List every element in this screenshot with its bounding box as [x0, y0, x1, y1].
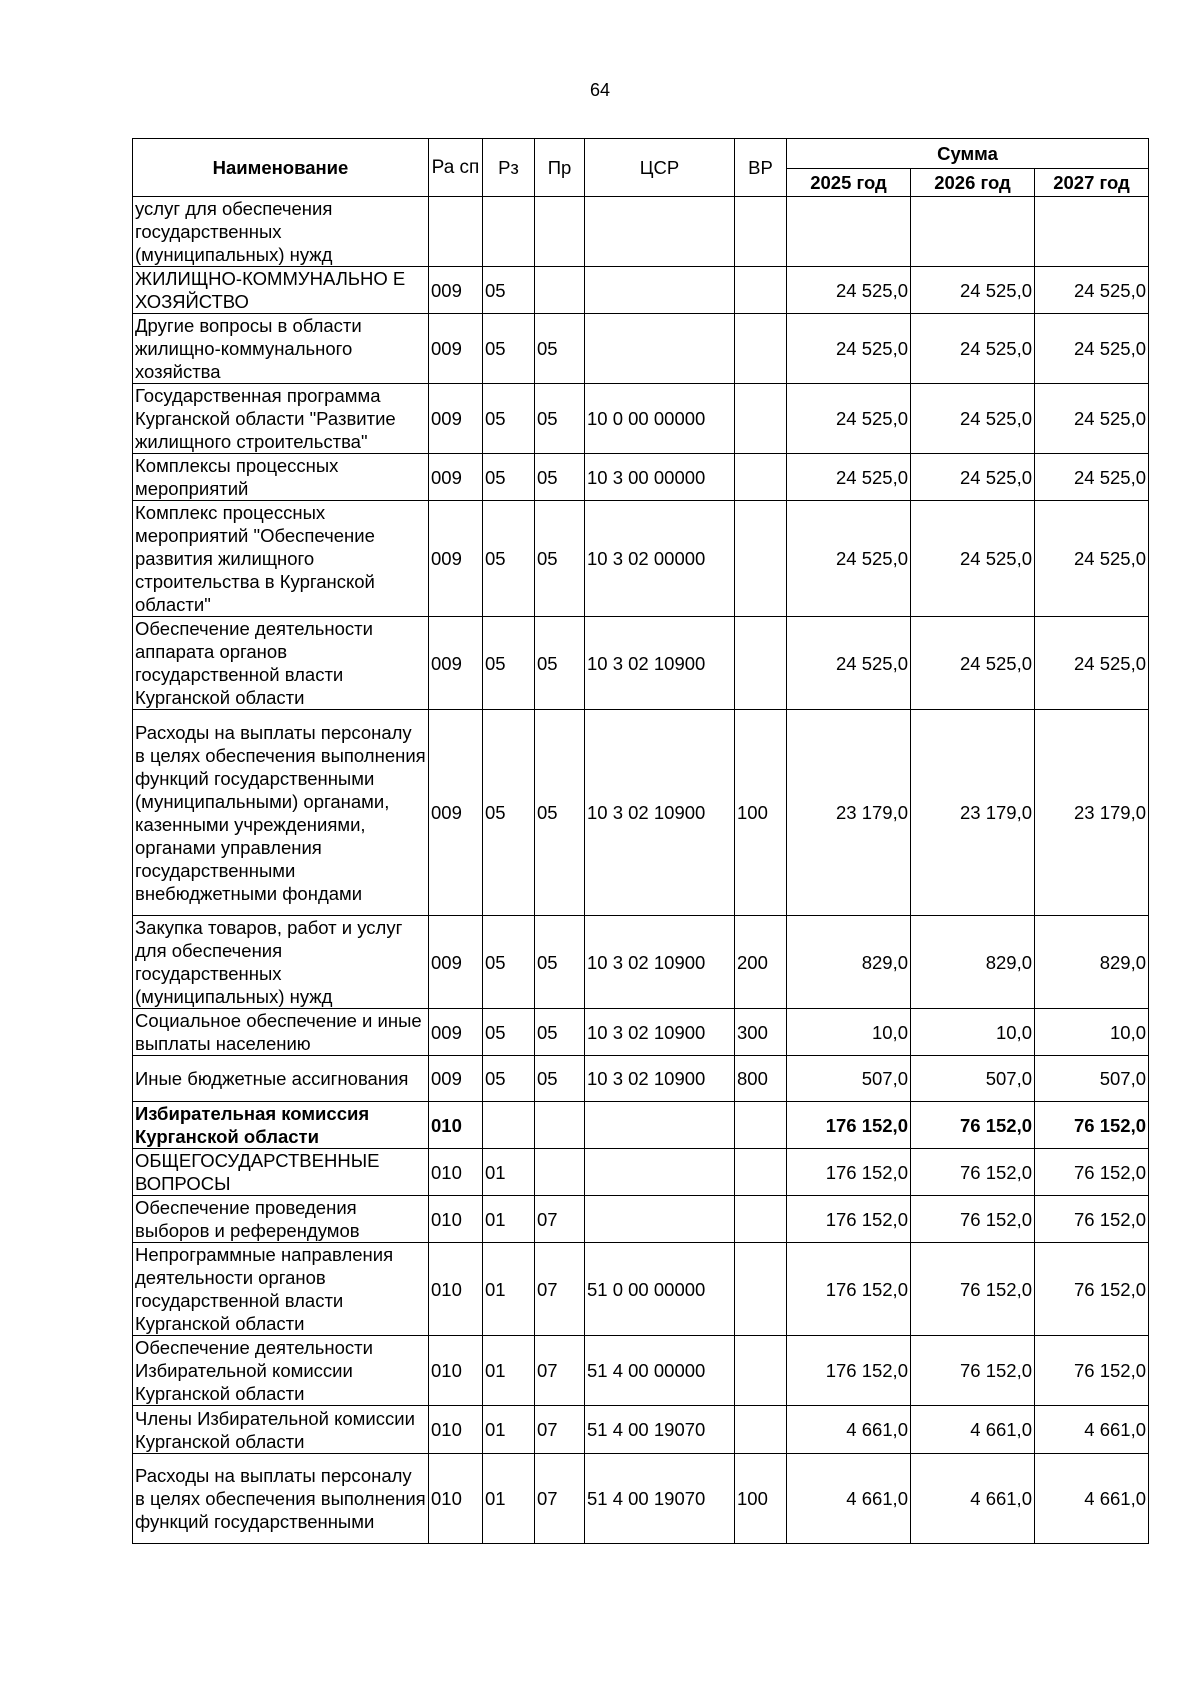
- cell-vr: [735, 454, 787, 501]
- cell-pr: 05: [535, 384, 585, 454]
- cell-pr: [535, 1102, 585, 1149]
- cell-csr: [585, 267, 735, 314]
- page-number: 64: [589, 80, 611, 100]
- cell-csr: [585, 197, 735, 267]
- table-row: [133, 710, 1149, 916]
- header-vr: ВР: [735, 139, 787, 197]
- cell-csr: 10 3 02 10900: [585, 617, 735, 710]
- cell-vr: [735, 1243, 787, 1336]
- cell-rasp: 009: [429, 384, 483, 454]
- cell-rasp: [429, 197, 483, 267]
- cell-pr: 05: [535, 710, 585, 916]
- cell-2025: 507,0: [787, 1056, 911, 1102]
- cell-csr: 10 3 02 10900: [585, 1056, 735, 1102]
- cell-2027: 76 152,0: [1035, 1196, 1149, 1243]
- header-year-2026: 2026 год: [911, 169, 1035, 197]
- cell-2027: 4 661,0: [1035, 1406, 1149, 1454]
- header-year-2027: 2027 год: [1035, 169, 1149, 197]
- table-row: [133, 1243, 1149, 1336]
- cell-name: Комплексы процессных мероприятий: [133, 454, 429, 501]
- cell-csr: 10 3 02 10900: [585, 916, 735, 1009]
- cell-vr: [735, 267, 787, 314]
- cell-pr: 07: [535, 1454, 585, 1544]
- cell-vr: [735, 501, 787, 617]
- cell-2027: 10,0: [1035, 1009, 1149, 1056]
- budget-table: [132, 138, 1149, 1544]
- cell-rz: [483, 1102, 535, 1149]
- cell-2025: 176 152,0: [787, 1243, 911, 1336]
- cell-pr: 07: [535, 1196, 585, 1243]
- cell-2027: 76 152,0: [1035, 1102, 1149, 1149]
- table-row: [133, 197, 1149, 267]
- table-row: [133, 916, 1149, 1009]
- table-row: [133, 1009, 1149, 1056]
- cell-rasp: 009: [429, 314, 483, 384]
- cell-rasp: 009: [429, 916, 483, 1009]
- cell-2026: 10,0: [911, 1009, 1035, 1056]
- cell-2027: 24 525,0: [1035, 617, 1149, 710]
- cell-vr: [735, 1102, 787, 1149]
- cell-name: Обеспечение деятельности Избирательной комиссии Курганской области: [133, 1336, 429, 1406]
- table-row: [133, 314, 1149, 384]
- cell-2025: 829,0: [787, 916, 911, 1009]
- cell-2025: 176 152,0: [787, 1336, 911, 1406]
- cell-rasp: 010: [429, 1149, 483, 1196]
- cell-2025: 23 179,0: [787, 710, 911, 916]
- cell-name: ЖИЛИЩНО-КОММУНАЛЬНО Е ХОЗЯЙСТВО: [133, 267, 429, 314]
- cell-vr: [735, 1406, 787, 1454]
- cell-pr: 05: [535, 916, 585, 1009]
- cell-2027: 76 152,0: [1035, 1149, 1149, 1196]
- cell-2025: 24 525,0: [787, 454, 911, 501]
- cell-rasp: 010: [429, 1336, 483, 1406]
- table-row: [133, 1102, 1149, 1149]
- table-header: [133, 139, 1149, 197]
- cell-csr: [585, 1149, 735, 1196]
- cell-2027: 24 525,0: [1035, 501, 1149, 617]
- table-row: [133, 1406, 1149, 1454]
- cell-2026: 76 152,0: [911, 1196, 1035, 1243]
- cell-csr: 51 4 00 19070: [585, 1454, 735, 1544]
- cell-2026: 4 661,0: [911, 1454, 1035, 1544]
- table-row: [133, 1149, 1149, 1196]
- cell-rz: 01: [483, 1149, 535, 1196]
- cell-name: Расходы на выплаты персоналу в целях обеспечения выполнения функций государственными (муниципальными) органами, казенными учреждениями, органами управления государственными внебюджетными фондами: [133, 710, 429, 916]
- cell-csr: 51 4 00 00000: [585, 1336, 735, 1406]
- header-sum: Сумма: [787, 139, 1149, 169]
- cell-2025: 176 152,0: [787, 1149, 911, 1196]
- cell-vr: 100: [735, 1454, 787, 1544]
- header-csr: ЦСР: [585, 139, 735, 197]
- cell-vr: [735, 1196, 787, 1243]
- cell-2026: 24 525,0: [911, 501, 1035, 617]
- cell-vr: 800: [735, 1056, 787, 1102]
- cell-pr: 05: [535, 1009, 585, 1056]
- cell-2027: 24 525,0: [1035, 267, 1149, 314]
- cell-rz: 05: [483, 267, 535, 314]
- cell-csr: 10 3 00 00000: [585, 454, 735, 501]
- cell-2027: 24 525,0: [1035, 454, 1149, 501]
- cell-csr: 10 3 02 00000: [585, 501, 735, 617]
- cell-2026: 76 152,0: [911, 1336, 1035, 1406]
- cell-rasp: 009: [429, 454, 483, 501]
- cell-rasp: 009: [429, 501, 483, 617]
- table-row: [133, 454, 1149, 501]
- header-rasp: [429, 139, 483, 197]
- cell-vr: [735, 1149, 787, 1196]
- cell-csr: 51 0 00 00000: [585, 1243, 735, 1336]
- cell-2026: 76 152,0: [911, 1243, 1035, 1336]
- cell-2026: 507,0: [911, 1056, 1035, 1102]
- cell-name: Обеспечение деятельности аппарата органов государственной власти Курганской области: [133, 617, 429, 710]
- header-rz: Рз: [483, 139, 535, 197]
- cell-pr: 07: [535, 1336, 585, 1406]
- cell-2027: 24 525,0: [1035, 314, 1149, 384]
- cell-rz: 05: [483, 314, 535, 384]
- cell-name: Расходы на выплаты персоналу в целях обеспечения выполнения функций государственными: [133, 1454, 429, 1544]
- cell-name: Государственная программа Курганской области "Развитие жилищного строительства": [133, 384, 429, 454]
- cell-rasp: 009: [429, 1056, 483, 1102]
- cell-rasp: 010: [429, 1196, 483, 1243]
- cell-rasp: 010: [429, 1102, 483, 1149]
- cell-name: Закупка товаров, работ и услуг для обеспечения государственных (муниципальных) нужд: [133, 916, 429, 1009]
- cell-rz: 05: [483, 501, 535, 617]
- cell-2025: 10,0: [787, 1009, 911, 1056]
- cell-2025: 24 525,0: [787, 617, 911, 710]
- cell-name: Избирательная комиссия Курганской области: [133, 1102, 429, 1149]
- cell-2025: 176 152,0: [787, 1196, 911, 1243]
- cell-rasp: 010: [429, 1243, 483, 1336]
- cell-rz: 05: [483, 617, 535, 710]
- cell-vr: [735, 1336, 787, 1406]
- cell-rz: 05: [483, 384, 535, 454]
- cell-rz: 01: [483, 1243, 535, 1336]
- cell-pr: 05: [535, 617, 585, 710]
- cell-2025: 24 525,0: [787, 501, 911, 617]
- cell-2026: 76 152,0: [911, 1149, 1035, 1196]
- cell-pr: [535, 1149, 585, 1196]
- cell-rz: 05: [483, 454, 535, 501]
- table-row: [133, 1196, 1149, 1243]
- cell-vr: 200: [735, 916, 787, 1009]
- cell-pr: 05: [535, 1056, 585, 1102]
- cell-pr: 07: [535, 1243, 585, 1336]
- cell-2026: 23 179,0: [911, 710, 1035, 916]
- cell-2025: [787, 197, 911, 267]
- table-row: [133, 501, 1149, 617]
- cell-2026: 24 525,0: [911, 267, 1035, 314]
- table-row: [133, 1056, 1149, 1102]
- cell-2027: 24 525,0: [1035, 384, 1149, 454]
- table-row: [133, 384, 1149, 454]
- cell-2027: 76 152,0: [1035, 1243, 1149, 1336]
- cell-rasp: 010: [429, 1454, 483, 1544]
- cell-csr: [585, 314, 735, 384]
- header-rasp-label: Ра сп: [431, 156, 480, 178]
- header-pr: Пр: [535, 139, 585, 197]
- cell-vr: [735, 314, 787, 384]
- cell-2026: 76 152,0: [911, 1102, 1035, 1149]
- cell-rz: 05: [483, 1009, 535, 1056]
- cell-2025: 24 525,0: [787, 384, 911, 454]
- cell-2027: 76 152,0: [1035, 1336, 1149, 1406]
- cell-2027: [1035, 197, 1149, 267]
- cell-pr: 05: [535, 314, 585, 384]
- cell-2027: 4 661,0: [1035, 1454, 1149, 1544]
- cell-rz: 05: [483, 916, 535, 1009]
- cell-rasp: 009: [429, 710, 483, 916]
- cell-name: Иные бюджетные ассигнования: [133, 1056, 429, 1102]
- cell-rz: 01: [483, 1406, 535, 1454]
- cell-csr: [585, 1196, 735, 1243]
- cell-rz: 01: [483, 1336, 535, 1406]
- cell-pr: [535, 267, 585, 314]
- cell-name: ОБЩЕГОСУДАРСТВЕННЫЕ ВОПРОСЫ: [133, 1149, 429, 1196]
- cell-name: Непрограммные направления деятельности органов государственной власти Курганской области: [133, 1243, 429, 1336]
- cell-rasp: 009: [429, 1009, 483, 1056]
- cell-pr: 07: [535, 1406, 585, 1454]
- table-row: [133, 617, 1149, 710]
- cell-name: Социальное обеспечение и иные выплаты населению: [133, 1009, 429, 1056]
- cell-vr: [735, 384, 787, 454]
- cell-2027: 507,0: [1035, 1056, 1149, 1102]
- cell-rz: 05: [483, 710, 535, 916]
- cell-rasp: 010: [429, 1406, 483, 1454]
- cell-rasp: 009: [429, 267, 483, 314]
- cell-2025: 176 152,0: [787, 1102, 911, 1149]
- cell-rz: 01: [483, 1196, 535, 1243]
- cell-csr: 51 4 00 19070: [585, 1406, 735, 1454]
- cell-rasp: 009: [429, 617, 483, 710]
- cell-2026: 24 525,0: [911, 617, 1035, 710]
- cell-2027: 23 179,0: [1035, 710, 1149, 916]
- cell-2025: 4 661,0: [787, 1406, 911, 1454]
- cell-name: Обеспечение проведения выборов и референдумов: [133, 1196, 429, 1243]
- cell-name: Другие вопросы в области жилищно-коммунального хозяйства: [133, 314, 429, 384]
- table-row: [133, 1336, 1149, 1406]
- cell-2026: 829,0: [911, 916, 1035, 1009]
- cell-vr: [735, 617, 787, 710]
- cell-2027: 829,0: [1035, 916, 1149, 1009]
- cell-csr: 10 3 02 10900: [585, 710, 735, 916]
- cell-2025: 24 525,0: [787, 314, 911, 384]
- cell-vr: 100: [735, 710, 787, 916]
- cell-vr: [735, 197, 787, 267]
- cell-vr: 300: [735, 1009, 787, 1056]
- cell-name: Члены Избирательной комиссии Курганской области: [133, 1406, 429, 1454]
- cell-2026: 24 525,0: [911, 384, 1035, 454]
- table-body: [133, 197, 1149, 1544]
- header-name: Наименование: [133, 139, 429, 197]
- header-year-2025: 2025 год: [787, 169, 911, 197]
- cell-name: Комплекс процессных мероприятий "Обеспечение развития жилищного строительства в Курганской области": [133, 501, 429, 617]
- cell-2026: 4 661,0: [911, 1406, 1035, 1454]
- cell-pr: 05: [535, 501, 585, 617]
- cell-2025: 4 661,0: [787, 1454, 911, 1544]
- cell-csr: 10 0 00 00000: [585, 384, 735, 454]
- cell-pr: 05: [535, 454, 585, 501]
- cell-name: услуг для обеспечения государственных (муниципальных) нужд: [133, 197, 429, 267]
- cell-rz: 01: [483, 1454, 535, 1544]
- cell-pr: [535, 197, 585, 267]
- table-row: [133, 1454, 1149, 1544]
- cell-2025: 24 525,0: [787, 267, 911, 314]
- cell-rz: [483, 197, 535, 267]
- cell-csr: 10 3 02 10900: [585, 1009, 735, 1056]
- cell-2026: 24 525,0: [911, 314, 1035, 384]
- cell-csr: [585, 1102, 735, 1149]
- cell-2026: 24 525,0: [911, 454, 1035, 501]
- table-row: [133, 267, 1149, 314]
- cell-rz: 05: [483, 1056, 535, 1102]
- cell-2026: [911, 197, 1035, 267]
